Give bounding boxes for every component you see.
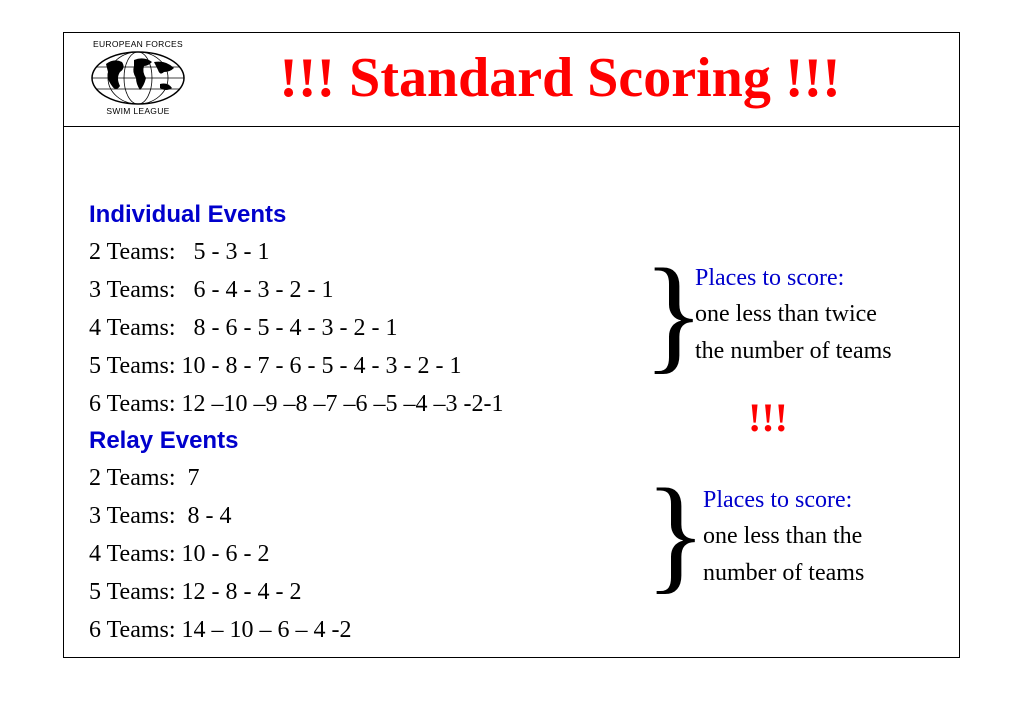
logo-top-text: EUROPEAN FORCES <box>93 39 183 49</box>
individual-line: 5 Teams: 10 - 8 - 7 - 6 - 5 - 4 - 3 - 2 - 1 <box>89 353 462 379</box>
relay-note-line: Places to score: <box>703 487 853 513</box>
individual-note-line: the number of teams <box>695 337 892 364</box>
relay-note-line: number of teams <box>703 559 865 586</box>
relay-brace: } <box>645 463 707 605</box>
individual-note-line: one less than twice <box>695 301 877 328</box>
individual-line: 4 Teams: 8 - 6 - 5 - 4 - 3 - 2 - 1 <box>89 315 398 341</box>
relay-line: 4 Teams: 10 - 6 - 2 <box>89 541 270 567</box>
individual-line: 6 Teams: 12 –10 –9 –8 –7 –6 –5 –4 –3 -2-1 <box>89 391 504 417</box>
header-divider <box>63 126 960 127</box>
relay-note-line: one less than the <box>703 523 863 550</box>
individual-brace: } <box>643 243 705 385</box>
relay-note <box>703 482 864 591</box>
league-logo <box>78 36 198 120</box>
individual-note-line: Places to score: <box>695 265 845 291</box>
relay-events-heading: Relay Events <box>89 427 239 454</box>
individual-events-heading: Individual Events <box>89 201 287 228</box>
individual-line: 2 Teams: 5 - 3 - 1 <box>89 239 270 265</box>
logo-bottom-text: SWIM LEAGUE <box>106 106 170 116</box>
relay-line: 2 Teams: 7 <box>89 465 200 491</box>
globe-icon <box>86 50 190 106</box>
exclamation-mark: !!! <box>748 395 788 440</box>
individual-note <box>695 260 892 369</box>
page-title: !!! Standard Scoring !!! <box>279 47 841 109</box>
relay-line: 6 Teams: 14 – 10 – 6 – 4 -2 <box>89 617 352 643</box>
individual-line: 3 Teams: 6 - 4 - 3 - 2 - 1 <box>89 277 334 303</box>
relay-line: 5 Teams: 12 - 8 - 4 - 2 <box>89 579 302 605</box>
relay-line: 3 Teams: 8 - 4 <box>89 503 232 529</box>
